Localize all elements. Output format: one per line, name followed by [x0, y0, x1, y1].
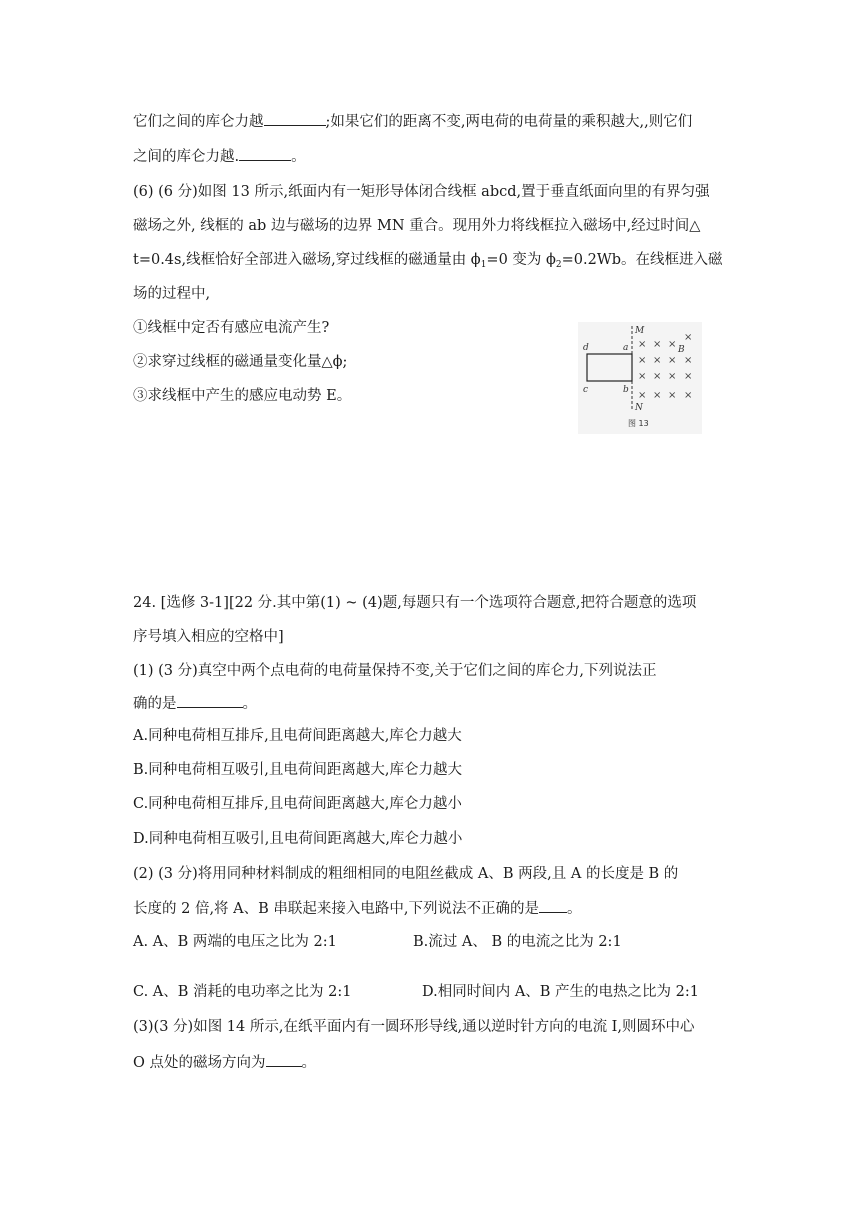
field-cross: ×	[684, 355, 693, 366]
field-cross: ×	[653, 390, 662, 401]
option-d: D.同种电荷相互吸引,且电荷间距离越大,库仑力越小	[133, 831, 463, 847]
q24-part3-line-1: (3)(3 分)如图 14 所示,在纸平面内有一圆环形导线,通以逆时针方向的电流 I,则圆环中心	[133, 1019, 695, 1035]
q24-part2-option-d: D.相同时间内 A、B 产生的电热之比为 2:1	[422, 984, 700, 1000]
label-a: a	[623, 343, 629, 353]
field-cross: ×	[653, 355, 662, 366]
question-24-header-2: 序号填入相应的空格中]	[133, 629, 284, 645]
field-cross: ×	[668, 371, 677, 382]
label-n: N	[635, 403, 643, 413]
wire-frame-abcd	[587, 354, 632, 381]
field-cross: ×	[638, 339, 647, 350]
sub-question-1: ①线框中定否有感应电流产生?	[133, 320, 330, 336]
magnetic-field-crosses	[638, 332, 692, 401]
field-cross: ×	[653, 371, 662, 382]
label-c: c	[583, 385, 589, 395]
q24-part2-line-1: (2) (3 分)将用同种材料制成的粗细相同的电阻丝截成 A、B 两段,且 A 的长度是 B 的	[133, 866, 679, 882]
answer-blank[interactable]	[177, 693, 243, 708]
text-line: 之间的库仑力越. 。	[133, 146, 306, 167]
field-cross: ×	[684, 332, 693, 343]
question-24-header-1: 24. [选修 3-1][22 分.其中第(1) ~ (4)题,每题只有一个选项符合题意,把符合题意的选项	[133, 595, 697, 611]
label-d: d	[583, 343, 589, 353]
field-cross: ×	[638, 390, 647, 401]
answer-blank[interactable]	[239, 146, 291, 161]
question-6-line-1: (6) (6 分)如图 13 所示,纸面内有一矩形导体闭合线框 abcd,置于垂直纸面向里的有界匀强	[133, 184, 710, 200]
answer-blank[interactable]	[266, 1052, 302, 1067]
question-6-line-2: 磁场之外, 线框的 ab 边与磁场的边界 MN 重合。现用外力将线框拉入磁场中,经过时间△	[133, 218, 701, 234]
text-line: 它们之间的库仑力越 ;如果它们的距离不变,两电荷的电荷量的乘积越大,,则它们	[133, 111, 692, 132]
q24-part2-line-2: 长度的 2 倍,将 A、B 串联起来接入电路中,下列说法不正确的是 。	[133, 898, 582, 919]
sub-question-3: ③求线框中产生的感应电动势 E。	[133, 388, 352, 404]
field-cross: ×	[668, 390, 677, 401]
option-b: B.同种电荷相互吸引,且电荷间距离越大,库仑力越大	[133, 762, 462, 778]
field-cross: ×	[684, 390, 693, 401]
field-cross: ×	[653, 339, 662, 350]
label-b: b	[623, 385, 629, 395]
question-6-line-3: t=0.4s,线框恰好全部进入磁场,穿过线框的磁通量由 $\phi_1=0$ 变为 $\phi_2=0.2Wb$。在线框进入磁	[133, 252, 723, 270]
q24-part1-line-1: (1) (3 分)真空中两个点电荷的电荷量保持不变,关于它们之间的库仑力,下列说法正	[133, 663, 657, 679]
question-6-line-4: 场的过程中,	[133, 286, 211, 302]
q24-part2-option-c: C. A、B 消耗的电功率之比为 2:1	[133, 984, 352, 1000]
answer-blank[interactable]	[264, 111, 326, 126]
field-cross: ×	[668, 339, 677, 350]
label-b-field: B	[678, 345, 685, 355]
field-cross: ×	[638, 355, 647, 366]
sub-question-2: ②求穿过线框的磁通量变化量△ϕ;	[133, 354, 348, 370]
figure-caption: 图 13	[628, 419, 649, 428]
q24-part2-option-b: B.流过 A、 B 的电流之比为 2:1	[413, 934, 622, 950]
q24-part3-line-2: O 点处的磁场方向为 。	[133, 1052, 316, 1073]
figure-13-diagram	[578, 322, 702, 434]
answer-blank[interactable]	[539, 898, 567, 913]
option-a: A.同种电荷相互排斥,且电荷间距离越大,库仑力越大	[133, 728, 462, 744]
q24-part2-option-a: A. A、B 两端的电压之比为 2:1	[133, 934, 337, 950]
figure-13	[578, 322, 702, 434]
label-m: M	[635, 326, 645, 336]
q24-part1-line-2: 确的是 。	[133, 693, 257, 714]
option-c: C.同种电荷相互排斥,且电荷间距离越大,库仑力越小	[133, 796, 462, 812]
field-cross: ×	[668, 355, 677, 366]
field-cross: ×	[638, 371, 647, 382]
field-cross: ×	[684, 371, 693, 382]
